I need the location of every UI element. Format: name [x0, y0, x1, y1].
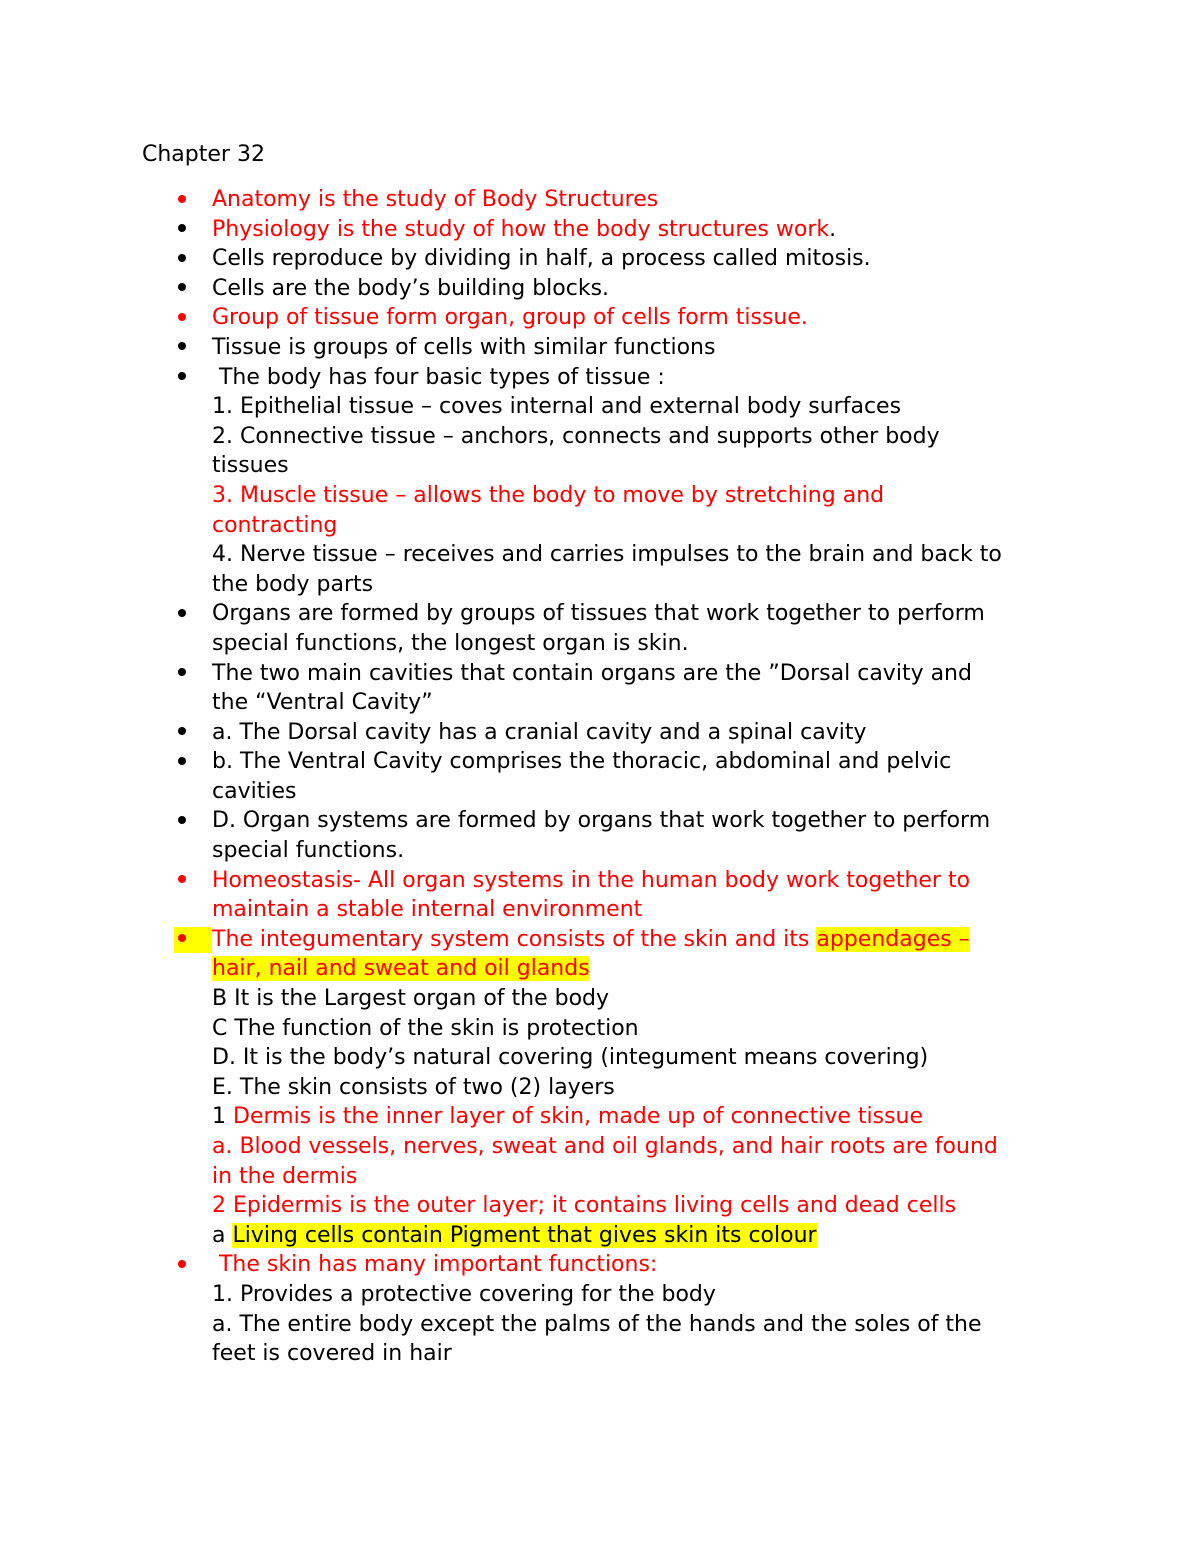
- list-item-continuation: [212, 1014, 1072, 1044]
- list-item: [212, 363, 1072, 393]
- list-item-continuation: [212, 688, 1072, 718]
- line-text: a. The Dorsal cavity has a cranial cavity and a spinal cavity: [212, 719, 867, 745]
- line-text: D. Organ systems are formed by organs that work together to perform: [212, 808, 991, 834]
- line-text: the “Ventral Cavity”: [212, 690, 433, 716]
- line-text: C The function of the skin is protection: [212, 1015, 639, 1041]
- line-text: D. It is the body’s natural covering (integument means covering): [212, 1045, 929, 1071]
- list-item-continuation: [212, 481, 1072, 511]
- bullet-icon: [175, 185, 189, 215]
- list-item: [212, 866, 1072, 896]
- bullet-icon: [175, 1250, 189, 1280]
- line-text: in the dermis: [212, 1163, 358, 1189]
- bullet-icon: [175, 363, 189, 393]
- list-item-continuation: [212, 1221, 1072, 1251]
- highlighted-text: hair, nail and sweat and oil glands: [212, 956, 590, 982]
- line-text: 1: [212, 1104, 233, 1130]
- list-item: [212, 747, 1072, 777]
- highlighted-text: Living cells contain Pigment that gives skin its colour: [232, 1222, 817, 1248]
- list-item-continuation: [212, 540, 1072, 570]
- bullet-icon: [175, 599, 189, 629]
- line-text: 1. Provides a protective covering for the body: [212, 1281, 716, 1307]
- list-item: [212, 303, 1072, 333]
- line-text: tissues: [212, 453, 289, 479]
- line-text: Homeostasis- All organ systems in the human body work together to: [212, 867, 971, 893]
- list-item-continuation: [212, 570, 1072, 600]
- line-text: contracting: [212, 512, 338, 538]
- list-item-continuation: [212, 954, 1072, 984]
- line-text: Physiology is the study of how the body structures work: [212, 216, 830, 242]
- list-item: [212, 718, 1072, 748]
- line-text: .: [829, 216, 837, 242]
- line-text: a: [212, 1222, 233, 1248]
- list-item-continuation: [212, 451, 1072, 481]
- list-item-continuation: [212, 895, 1072, 925]
- line-text: The skin has many important functions:: [212, 1252, 658, 1278]
- line-text: 2. Connective tissue – anchors, connects and supports other body: [212, 423, 940, 449]
- line-text: special functions.: [212, 838, 405, 864]
- bullet-icon: [175, 333, 189, 363]
- bullet-icon: [175, 274, 189, 304]
- line-text: Cells are the body’s building blocks.: [212, 275, 610, 301]
- list-item-continuation: [212, 1132, 1072, 1162]
- list-item: [212, 274, 1072, 304]
- list-item: [212, 333, 1072, 363]
- list-item: [212, 185, 1072, 215]
- list-item-continuation: [212, 777, 1072, 807]
- line-text: a. Blood vessels, nerves, sweat and oil glands, and hair roots are found: [212, 1134, 998, 1159]
- list-item: [212, 659, 1072, 689]
- line-text: Organs are formed by groups of tissues that work together to perform: [212, 601, 985, 627]
- line-text: Anatomy is the study of Body Structures: [212, 187, 659, 212]
- line-text: Group of tissue form organ, group of cells form tissue.: [212, 305, 808, 331]
- line-text: 3. Muscle tissue – allows the body to move by stretching and: [212, 482, 885, 508]
- list-item-continuation: [212, 1102, 1072, 1132]
- line-text: Cells reproduce by dividing in half, a process called mitosis.: [212, 246, 871, 272]
- line-text: 2 Epidermis is the outer layer; it contains living cells and dead cells: [212, 1193, 957, 1219]
- chapter-title: Chapter 32: [142, 142, 265, 167]
- bullet-icon: [175, 659, 189, 689]
- line-text: The body has four basic types of tissue :: [212, 364, 665, 390]
- line-text: B It is the Largest organ of the body: [212, 986, 610, 1012]
- notes-list: [212, 185, 1072, 1369]
- list-item-continuation: [212, 1191, 1072, 1221]
- bullet-icon: [175, 806, 189, 836]
- list-item-continuation: [212, 1162, 1072, 1192]
- line-text: special functions, the longest organ is skin.: [212, 630, 689, 656]
- bullet-icon: [175, 718, 189, 748]
- list-item: [212, 215, 1072, 245]
- line-text: a. The entire body except the palms of the hands and the soles of the: [212, 1311, 982, 1337]
- line-text: b. The Ventral Cavity comprises the thoracic, abdominal and pelvic: [212, 749, 952, 775]
- list-item: [212, 599, 1072, 629]
- list-item-continuation: [212, 984, 1072, 1014]
- bullet-icon: [175, 244, 189, 274]
- line-text: the body parts: [212, 571, 374, 597]
- list-item-continuation: [212, 511, 1072, 541]
- line-text: 4. Nerve tissue – receives and carries impulses to the brain and back to: [212, 542, 1002, 568]
- list-item: [212, 925, 1072, 955]
- line-text: cavities: [212, 778, 297, 804]
- list-item-continuation: [212, 1310, 1072, 1340]
- bullet-icon: [175, 215, 189, 245]
- highlighted-text: appendages –: [816, 926, 970, 952]
- line-text: E. The skin consists of two (2) layers: [212, 1074, 615, 1100]
- line-text: maintain a stable internal environment: [212, 897, 643, 923]
- list-item-continuation: [212, 629, 1072, 659]
- bullet-icon: [175, 747, 189, 777]
- line-text: The two main cavities that contain organs are the ”Dorsal cavity and: [212, 660, 972, 686]
- line-text: 1. Epithelial tissue – coves internal and external body surfaces: [212, 394, 902, 420]
- list-item-continuation: [212, 422, 1072, 452]
- list-item-continuation: [212, 1280, 1072, 1310]
- line-text: feet is covered in hair: [212, 1341, 452, 1367]
- bullet-icon: [175, 925, 189, 955]
- list-item-continuation: [212, 1339, 1072, 1369]
- list-item: [212, 1250, 1072, 1280]
- list-item-continuation: [212, 1043, 1072, 1073]
- list-item-continuation: [212, 1073, 1072, 1103]
- list-item-continuation: [212, 392, 1072, 422]
- bullet-icon: [175, 866, 189, 896]
- list-item-continuation: [212, 836, 1072, 866]
- list-item: [212, 244, 1072, 274]
- line-text: Tissue is groups of cells with similar functions: [212, 334, 716, 360]
- line-text: Dermis is the inner layer of skin, made up of connective tissue: [233, 1104, 924, 1130]
- bullet-icon: [175, 303, 189, 333]
- list-item: [212, 806, 1072, 836]
- line-text: The integumentary system consists of the skin and its: [212, 926, 817, 952]
